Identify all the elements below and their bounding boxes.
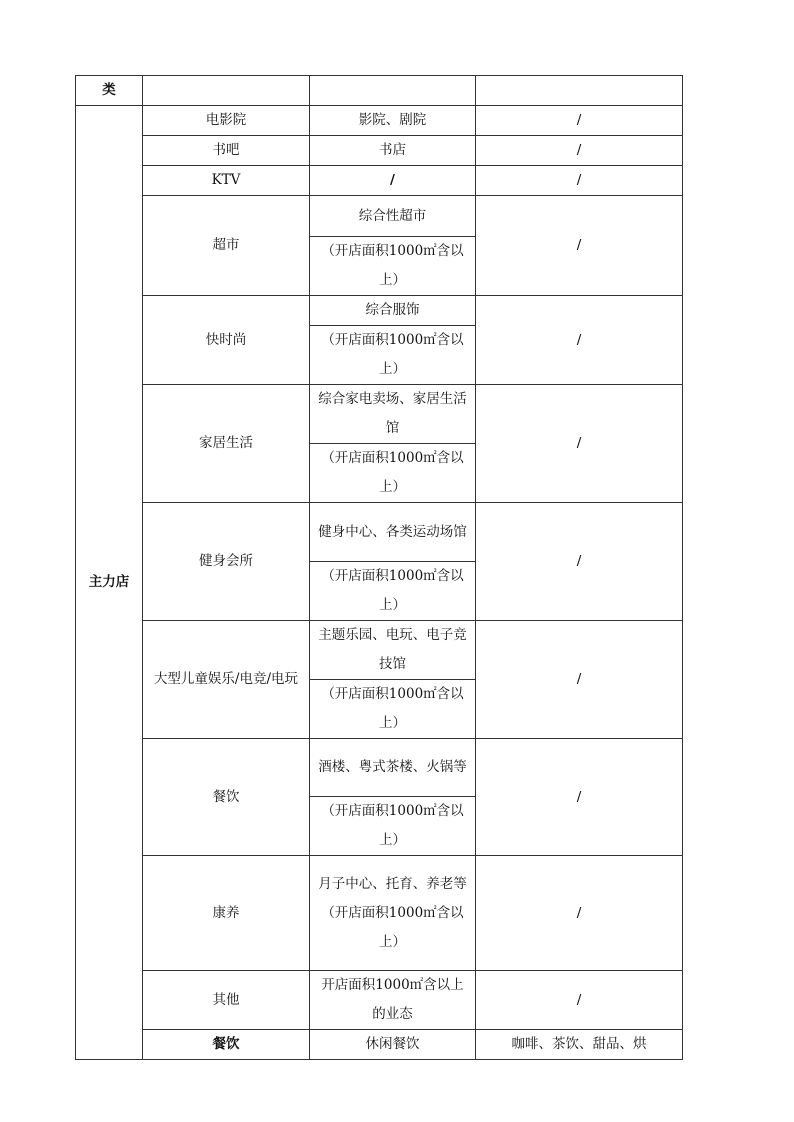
table-row	[76, 196, 683, 237]
desc-cell: 月子中心、托育、养老等（开店面积1000㎡含以上）	[310, 856, 476, 971]
type-cell: 休闲餐饮	[310, 1030, 476, 1060]
table-row	[76, 106, 683, 136]
type-cell: KTV	[143, 166, 310, 196]
desc-cell: 开店面积1000㎡含以上的业态	[310, 971, 476, 1030]
note-cell: /	[476, 106, 683, 136]
table-row	[76, 503, 683, 562]
table-row	[76, 739, 683, 797]
note-cell: /	[476, 739, 683, 856]
type-cell: 餐饮	[143, 739, 310, 856]
type-cell: 家居生活	[143, 385, 310, 503]
table-row	[76, 76, 683, 106]
type-cell: 书吧	[143, 136, 310, 166]
table-row	[76, 621, 683, 680]
note-cell: /	[476, 856, 683, 971]
empty-cell	[143, 76, 310, 106]
table-row	[76, 385, 683, 444]
note-cell: /	[476, 196, 683, 296]
desc-cell: 综合家电卖场、家居生活馆	[310, 385, 476, 444]
note-cell: /	[476, 166, 683, 196]
type-cell: 快时尚	[143, 296, 310, 385]
note-cell: /	[476, 503, 683, 621]
note-cell: /	[476, 136, 683, 166]
desc-cell: 酒楼、粤式茶楼、火锅等	[310, 739, 476, 797]
category-cell-main-store: 主力店	[76, 106, 143, 1060]
type-cell: 大型儿童娱乐/电竞/电玩	[143, 621, 310, 739]
empty-cell	[476, 76, 683, 106]
table-row	[76, 856, 683, 971]
table-row	[76, 296, 683, 326]
note-cell: /	[476, 971, 683, 1030]
desc-cell: /	[310, 166, 476, 196]
sub-desc-cell: （开店面积1000㎡含以上）	[310, 444, 476, 503]
type-cell: 电影院	[143, 106, 310, 136]
table-row	[76, 136, 683, 166]
type-cell: 其他	[143, 971, 310, 1030]
note-cell: /	[476, 296, 683, 385]
desc-cell: 主题乐园、电玩、电子竞技馆	[310, 621, 476, 680]
sub-desc-cell: （开店面积1000㎡含以上）	[310, 562, 476, 621]
desc-cell: 健身中心、各类运动场馆	[310, 503, 476, 562]
desc-cell: 影院、剧院	[310, 106, 476, 136]
sub-desc-cell: （开店面积1000㎡含以上）	[310, 797, 476, 856]
table-row	[76, 971, 683, 1030]
desc-cell: 综合性超市	[310, 196, 476, 237]
type-cell: 超市	[143, 196, 310, 296]
sub-desc-cell: （开店面积1000㎡含以上）	[310, 326, 476, 385]
table-row	[76, 1030, 683, 1060]
sub-desc-cell: （开店面积1000㎡含以上）	[310, 680, 476, 739]
empty-cell	[310, 76, 476, 106]
sub-desc-cell: （开店面积1000㎡含以上）	[310, 237, 476, 296]
category-cell: 类	[76, 76, 143, 106]
note-cell: /	[476, 385, 683, 503]
type-cell: 康养	[143, 856, 310, 971]
business-type-table	[75, 75, 683, 1060]
desc-cell: 综合服饰	[310, 296, 476, 326]
table-row	[76, 166, 683, 196]
note-cell: /	[476, 621, 683, 739]
category-cell-dining: 餐饮	[143, 1030, 310, 1060]
desc-cell: 咖啡、茶饮、甜品、烘	[476, 1030, 683, 1060]
type-cell: 健身会所	[143, 503, 310, 621]
desc-cell: 书店	[310, 136, 476, 166]
